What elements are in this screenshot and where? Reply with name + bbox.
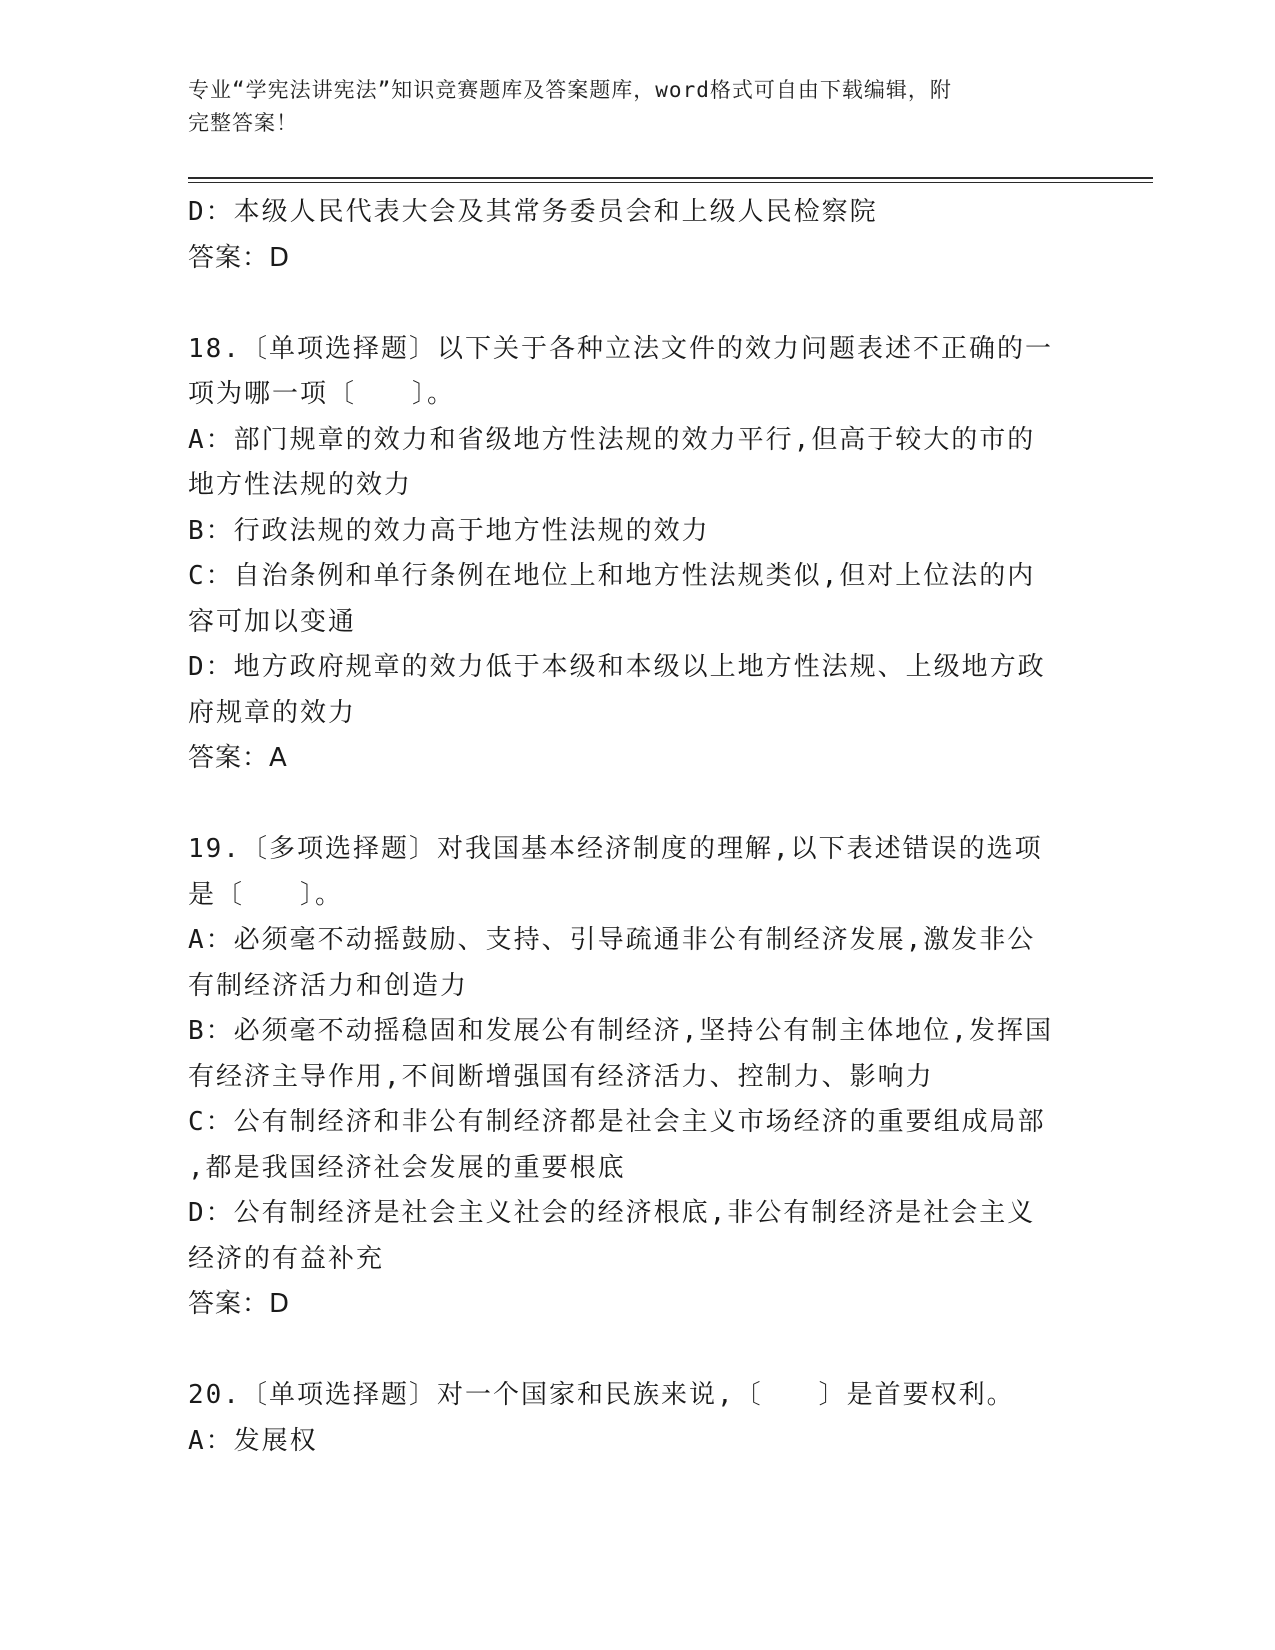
q19-option-b-line-2: 有经济主导作用,不间断增强国有经济活力、控制力、影响力 <box>188 1061 934 1092</box>
q18-option-d-line-1: D：地方政府规章的效力低于本级和本级以上地方性法规、上级地方政 <box>188 652 1046 682</box>
q18-stem-line-2: 项为哪一项〔 〕。 <box>188 379 456 409</box>
q18-answer: 答案：A <box>188 743 288 773</box>
spacer <box>188 782 1078 828</box>
q18-option-c-line-1: C：自治条例和单行条例在地位上和地方性法规类似,但对上位法的内 <box>188 561 1036 591</box>
header-line-2: 完整答案！ <box>188 111 298 135</box>
q19-option-c-line-2: ,都是我国经济社会发展的重要根底 <box>188 1152 626 1183</box>
header-rule-thick <box>188 177 1153 179</box>
q18-option-b: B：行政法规的效力高于地方性法规的效力 <box>188 515 710 546</box>
prev-answer: 答案：D <box>188 242 291 273</box>
q19-option-d-line-1: D：公有制经济是社会主义社会的经济根底,非公有制经济是社会主义 <box>188 1198 1036 1228</box>
q19-stem-line-1: 19.〔多项选择题〕对我国基本经济制度的理解,以下表述错误的选项 <box>188 834 1043 864</box>
q19-option-c-line-1: C：公有制经济和非公有制经济都是社会主义市场经济的重要组成局部 <box>188 1107 1046 1137</box>
spacer <box>188 281 1078 327</box>
q19-option-a-line-1: A：必须毫不动摇鼓励、支持、引导疏通非公有制经济发展,激发非公 <box>188 925 1036 955</box>
q18-option-a-line-2: 地方性法规的效力 <box>188 470 413 500</box>
q18-stem-line-1: 18.〔单项选择题〕以下关于各种立法文件的效力问题表述不正确的一 <box>188 333 1053 364</box>
header-line-1: 专业“学宪法讲宪法”知识竞赛题库及答案题库，word格式可自由下载编辑，附 <box>188 78 952 102</box>
q19-option-b-line-1: B：必须毫不动摇稳固和发展公有制经济,坚持公有制主体地位,发挥国 <box>188 1016 1053 1046</box>
header-rule-thin <box>188 182 1153 183</box>
prev-option-d: D：本级人民代表大会及其常务委员会和上级人民检察院 <box>188 197 878 227</box>
q20-option-a: A：发展权 <box>188 1425 318 1456</box>
q19-option-d-line-2: 经济的有益补充 <box>188 1243 385 1274</box>
spacer <box>188 1328 1078 1374</box>
q19-option-a-line-2: 有制经济活力和创造力 <box>188 970 469 1001</box>
question-18 <box>188 327 1078 782</box>
q19-stem-line-2: 是〔 〕。 <box>188 879 344 910</box>
question-19 <box>188 827 1078 1328</box>
q18-option-d-line-2: 府规章的效力 <box>188 697 357 728</box>
q18-option-a-line-1: A：部门规章的效力和省级地方性法规的效力平行,但高于较大的市的 <box>188 424 1036 455</box>
page-header <box>188 74 1068 140</box>
q19-answer: 答案：D <box>188 1289 291 1319</box>
q18-option-c-line-2: 容可加以变通 <box>188 606 357 637</box>
question-20 <box>188 1373 1078 1464</box>
q20-stem-line-1: 20.〔单项选择题〕对一个国家和民族来说,〔 〕是首要权利。 <box>188 1380 1015 1410</box>
document-body <box>188 190 1078 1464</box>
